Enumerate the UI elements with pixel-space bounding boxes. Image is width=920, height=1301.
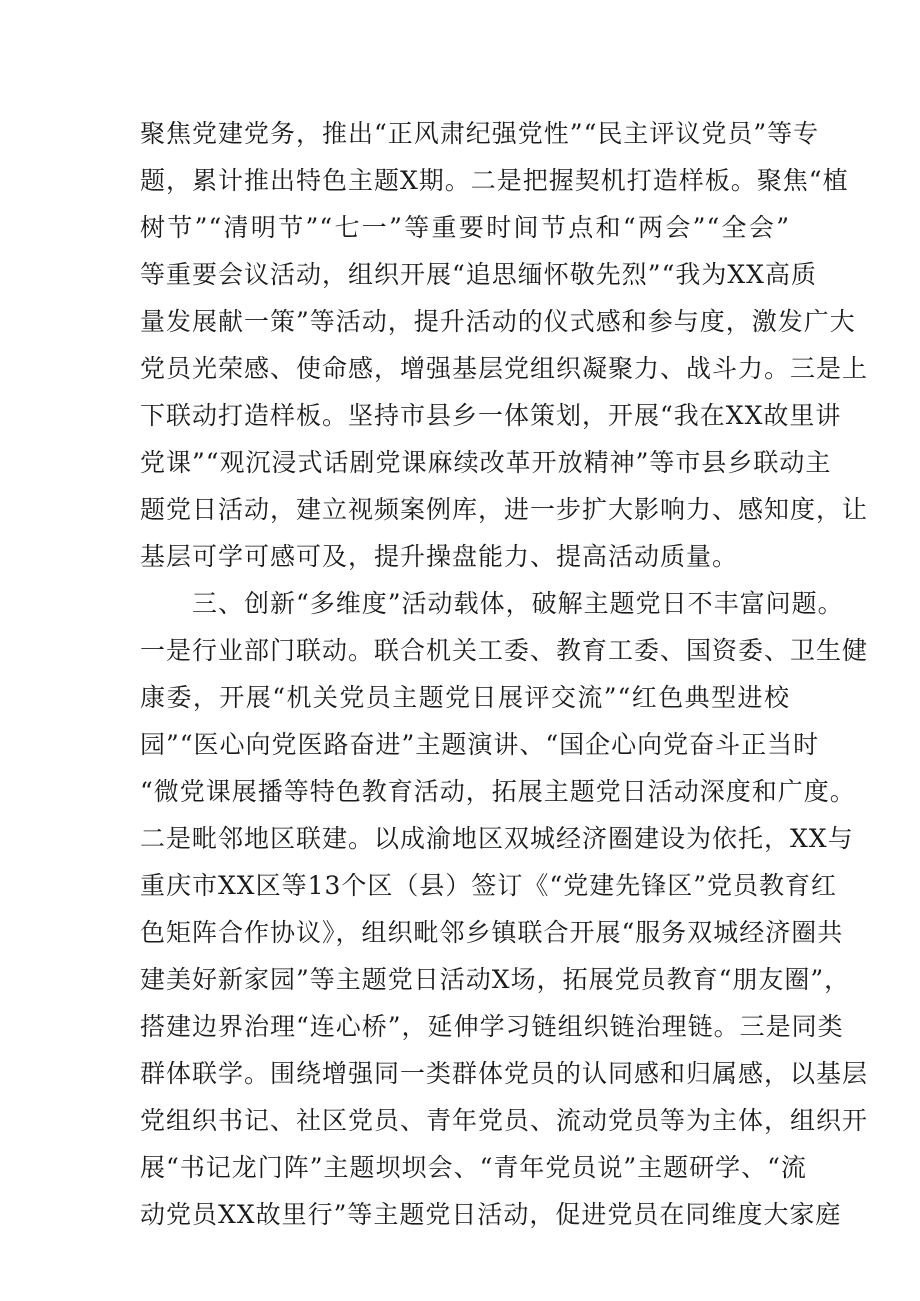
text-line: 展“书记龙门阵”主题坝坝会、“青年党员说”主题研学、“流 xyxy=(140,1153,807,1182)
text-line: 党组织书记、社区党员、青年党员、流动党员等为主体，组织开 xyxy=(140,1106,869,1135)
text-line: 搭建边界治理“连心桥”，延伸学习链组织链治理链。三是同类 xyxy=(140,1012,844,1041)
text-line: 等重要会议活动，组织开展“追思缅怀敬先烈”“我为XX高质 xyxy=(140,260,817,289)
body-text xyxy=(140,110,869,1238)
text-line: 题，累计推出特色主题X期。二是把握契机打造样板。聚焦“植 xyxy=(140,166,849,195)
text-line: 树节”“清明节”“七一”等重要时间节点和“两会”“全会” xyxy=(140,213,790,242)
text-line: 色矩阵合作协议》，组织毗邻乡镇联合开展“服务双城经济圈共 xyxy=(140,918,844,947)
text-line: 动党员XX故里行”等主题党日活动，促进党员在同维度大家庭 xyxy=(140,1200,842,1229)
text-line: 下联动打造样板。坚持市县乡一体策划，开展“我在XX故里讲 xyxy=(140,401,842,430)
text-line: 二是毗邻地区联建。以成渝地区双城经济圈建设为依托，XX与 xyxy=(140,824,854,853)
text-line: 群体联学。围绕增强同一类群体党员的认同感和归属感，以基层 xyxy=(140,1059,869,1088)
paragraph-end-line: 基层可学可感可及，提升操盘能力、提高活动质量。 xyxy=(140,542,739,571)
text-line: 党课”“观沉浸式话剧党课麻续改革开放精神”等市县乡联动主 xyxy=(140,448,832,477)
text-line: 园”“医心向党医路奋进”主题演讲、“国企心向党奋斗正当时 xyxy=(140,730,820,759)
text-line: 题党日活动，建立视频案例库，进一步扩大影响力、感知度，让 xyxy=(140,495,869,524)
text-line: 康委，开展“机关党员主题党日展评交流”“红色典型进校 xyxy=(140,683,790,712)
text-line: 聚焦党建党务，推出“正风肃纪强党性”“民主评议党员”等专 xyxy=(140,119,820,148)
text-line: 重庆市XX区等13个区（县）签订《“党建先锋区”党员教育红 xyxy=(140,871,837,900)
section-heading-line: 三、创新“多维度”活动载体，破解主题党日不丰富问题。 xyxy=(140,589,844,618)
text-line: 建美好新家园”等主题党日活动X场，拓展党员教育“朋友圈”， xyxy=(140,965,851,994)
text-line: 量发展献一策”等活动，提升活动的仪式感和参与度，激发广大 xyxy=(140,307,856,336)
text-line: “微党课展播等特色教育活动，拓展主题党日活动深度和广度。 xyxy=(140,777,856,806)
text-line: 一是行业部门联动。联合机关工委、教育工委、国资委、卫生健 xyxy=(140,636,869,665)
text-line: 党员光荣感、使命感，增强基层党组织凝聚力、战斗力。三是上 xyxy=(140,354,869,383)
